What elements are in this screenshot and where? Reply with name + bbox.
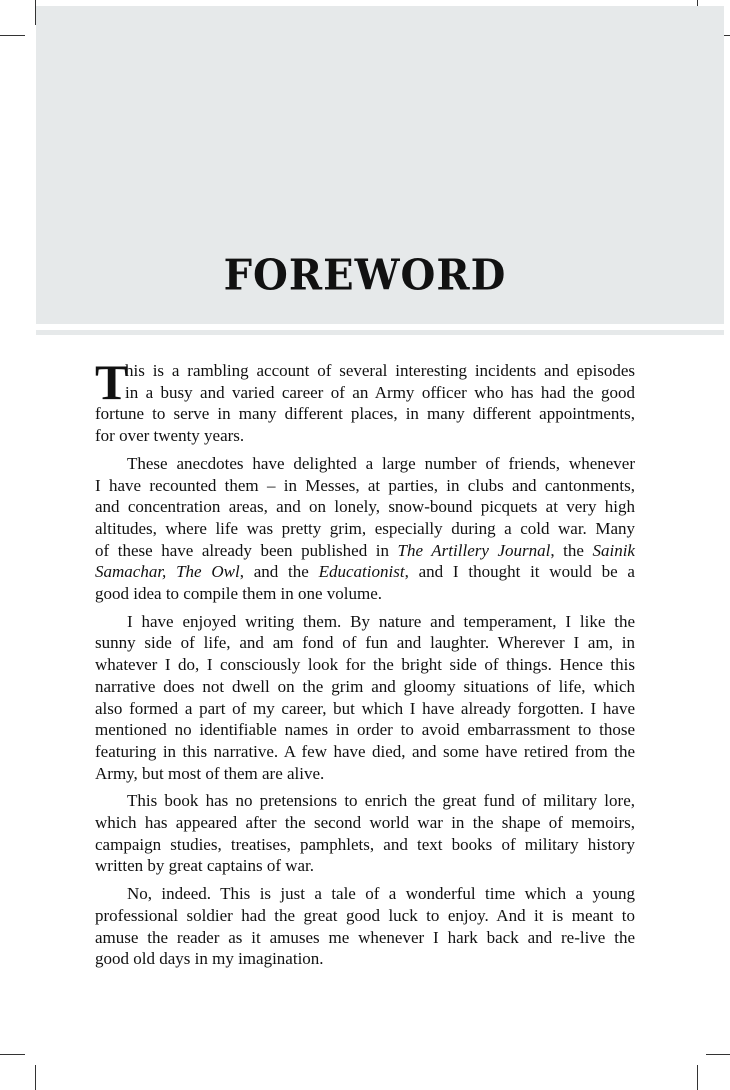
header-divider: [36, 330, 724, 335]
text-run: of these have already been published in: [95, 540, 398, 560]
text-line: [95, 790, 635, 812]
text-run: mentioned no identifiable names in order to avoid embarrassment to those: [95, 720, 635, 740]
text-line: [95, 583, 635, 605]
text-run: in a busy and varied career of an Army officer who has had the good: [125, 382, 635, 402]
text-line: [95, 540, 635, 562]
text-run: written by great captains of war.: [95, 856, 315, 876]
text-run: good old days in my imagination.: [95, 949, 324, 969]
text-line: [95, 905, 635, 927]
paragraph: [95, 354, 635, 447]
text-run: also formed a part of my career, but which I have already forgotten. I have: [95, 698, 635, 718]
text-line: [95, 927, 635, 949]
text-run: altitudes, where life was pretty grim, especially during a cold war. Many: [95, 518, 635, 538]
text-run: good idea to compile them in one volume.: [95, 584, 383, 604]
text-line: [95, 834, 635, 856]
text-run: I have enjoyed writing them. By nature and temperament, I like the: [127, 611, 635, 631]
text-run: This book has no pretensions to enrich the great fund of military lore,: [127, 791, 635, 811]
text-run: fortune to serve in many different places, in many different appointments,: [95, 404, 635, 424]
text-run: which has appeared after the second world war in the shape of memoirs,: [95, 813, 635, 833]
paragraph: [95, 611, 635, 785]
crop-mark: [706, 1054, 730, 1055]
text-run: and concentration areas, and on lonely, snow-bound picquets at very high: [95, 497, 635, 517]
text-line: [95, 855, 635, 877]
text-run: These anecdotes have delighted a large number of friends, whenever: [127, 453, 635, 473]
text-line: [95, 654, 635, 676]
foreword-body: [95, 354, 635, 976]
text-run: featuring in this narrative. A few have died, and some have retired from the: [95, 741, 635, 761]
text-line: [95, 632, 635, 654]
text-run: amuse the reader as it amuses me whenever I hark back and re-live the: [95, 927, 635, 947]
text-run: whatever I do, I consciously look for the bright side of things. Hence this: [95, 655, 635, 675]
text-line: [95, 453, 635, 475]
text-run: for over twenty years.: [95, 426, 245, 446]
italic-title: Samachar, The Owl: [95, 562, 240, 582]
italic-title: The Artillery Journal: [397, 540, 551, 560]
text-line: [95, 763, 635, 785]
italic-title: Educationist: [318, 562, 405, 582]
text-line: [95, 676, 635, 698]
paragraph: [95, 453, 635, 605]
text-line: [95, 698, 635, 720]
crop-mark: [0, 1054, 25, 1055]
text-run: I have recounted them – in Messes, at parties, in clubs and cantonments,: [95, 475, 635, 495]
chapter-title: FOREWORD: [223, 250, 507, 301]
text-run: , the: [550, 540, 593, 560]
text-run: , and the: [239, 562, 319, 582]
text-line: [95, 360, 635, 382]
text-run: professional soldier had the great good luck to enjoy. And it is meant to: [95, 905, 635, 925]
text-line: [95, 403, 635, 425]
text-line: [95, 719, 635, 741]
text-run: sunny side of life, and am fond of fun and laughter. Wherever I am, in: [95, 633, 635, 653]
text-run: No, indeed. This is just a tale of a wonderful time which a young: [127, 884, 635, 904]
text-line: [95, 741, 635, 763]
text-line: [95, 382, 635, 404]
text-line: [95, 496, 635, 518]
paragraph: [95, 883, 635, 970]
text-run: narrative does not dwell on the grim and gloomy situations of life, which: [95, 676, 635, 696]
text-line: [95, 883, 635, 905]
text-run: , and I thought it would be a: [404, 562, 635, 582]
text-run: his is a rambling account of several interesting incidents and episodes: [125, 361, 635, 380]
text-line: [95, 425, 635, 447]
text-line: [95, 475, 635, 497]
text-run: Army, but most of them are alive.: [95, 763, 325, 783]
text-line: [95, 948, 635, 970]
crop-mark: [35, 1065, 36, 1090]
text-line: [95, 611, 635, 633]
text-line: [95, 518, 635, 540]
drop-cap: T: [95, 354, 129, 410]
text-run: campaign studies, treatises, pamphlets, and text books of military history: [95, 834, 635, 854]
italic-title: Sainik: [592, 540, 635, 560]
text-line: [95, 812, 635, 834]
crop-mark: [0, 35, 25, 36]
paragraph: [95, 790, 635, 877]
crop-mark: [697, 1065, 698, 1090]
text-line: [95, 561, 635, 583]
